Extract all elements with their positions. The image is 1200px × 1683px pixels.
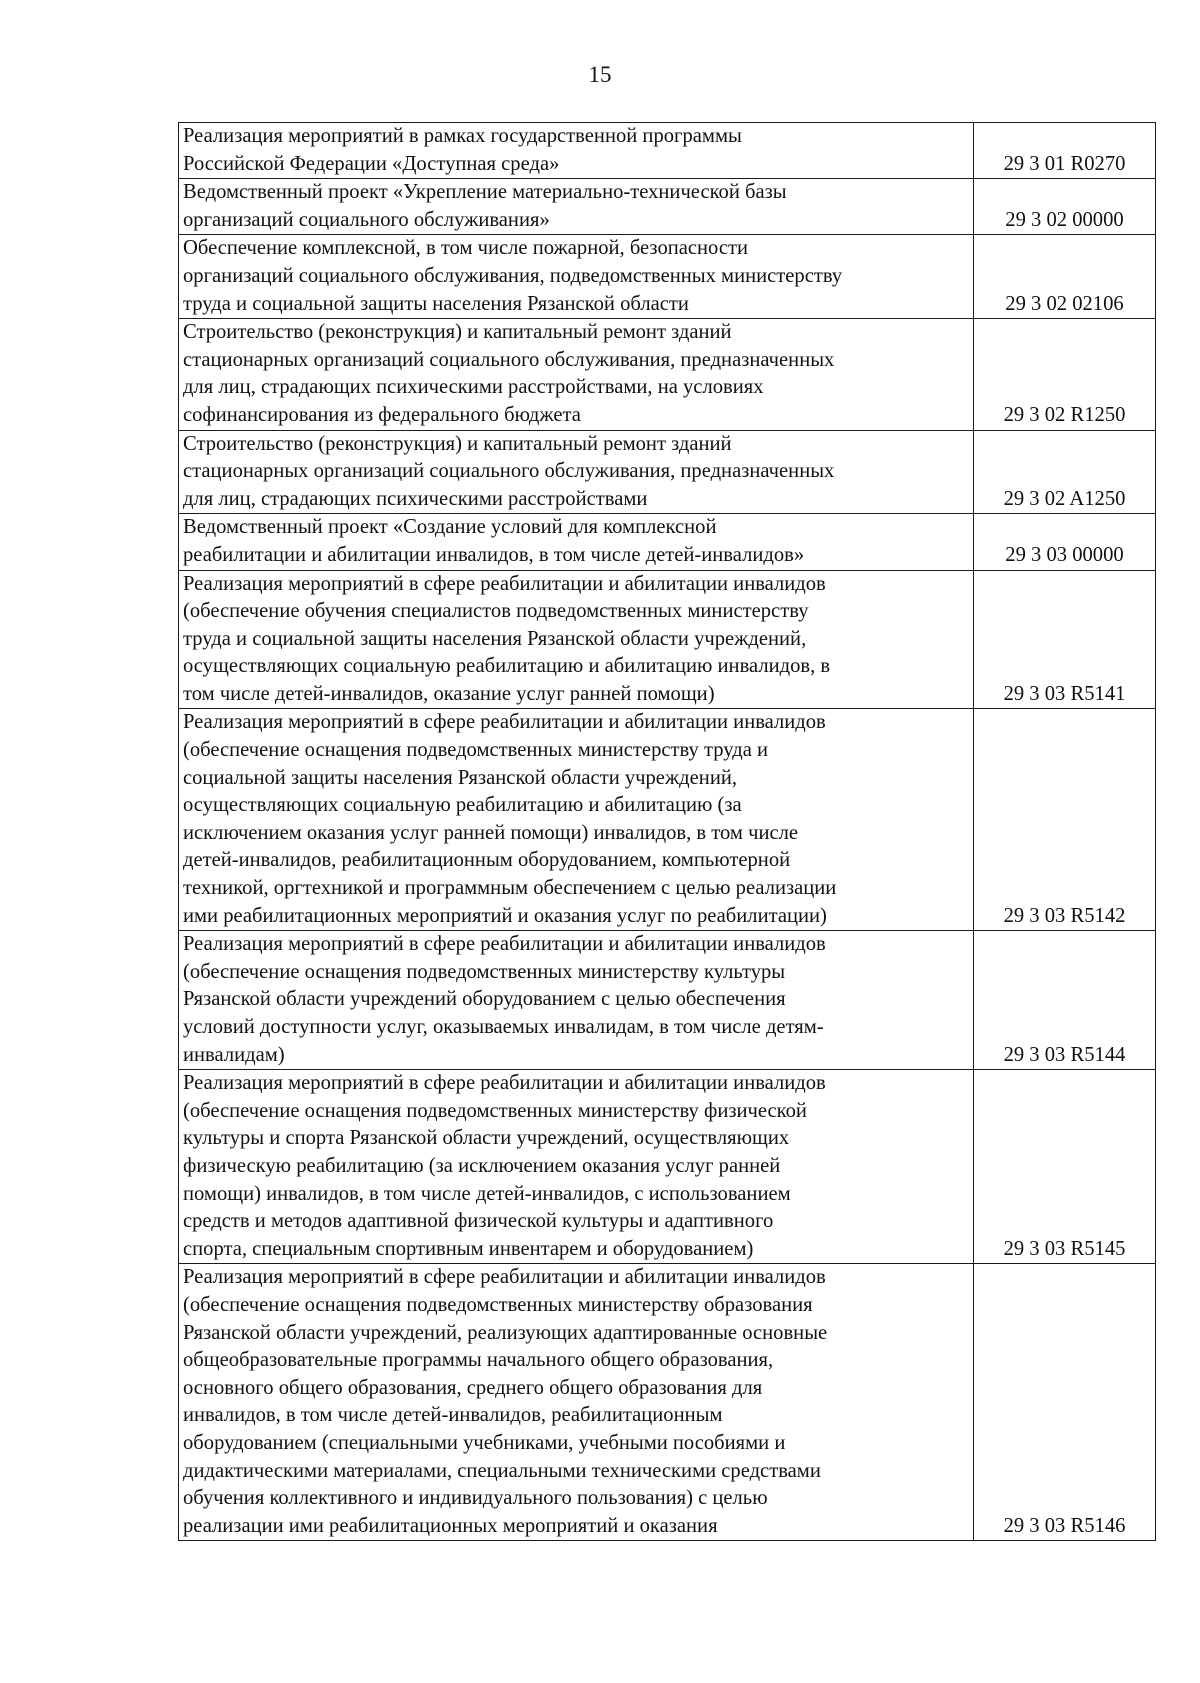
table-row [179,430,1156,514]
row-description: Реализация мероприятий в сфере реабилитации и абилитации инвалидов (обеспечение обучения специалистов подведомственных министерству труда и социальной защиты населения Рязанской области учреждений, осуществляющих социальную реабилитацию и абилитацию инвалидов, в том числе детей-инвалидов, оказание услуг ранней помощи) [179,570,974,709]
table-row [179,235,1156,319]
row-code: 29 3 03 R5144 [974,931,1156,1070]
row-description: Реализация мероприятий в сфере реабилитации и абилитации инвалидов (обеспечение оснащения подведомственных министерству физической культуры и спорта Рязанской области учреждений, осуществляющих физическую реабилитацию (за исключением оказания услуг ранней помощи) инвалидов, в том числе детей-инвалидов, с использованием средств и методов адаптивной физической культуры и адаптивного спорта, специальным спортивным инвентарем и оборудованием) [179,1070,974,1264]
row-description: Реализация мероприятий в сфере реабилитации и абилитации инвалидов (обеспечение оснащения подведомственных министерству образования Рязанской области учреждений, реализующих адаптированные основные общеобразовательные программы начального общего образования, основного общего образования, среднего общего образования для инвалидов, в том числе детей-инвалидов, реабилитационным оборудованием (специальными учебниками, учебными пособиями и дидактическими материалами, специальными техническими средствами обучения коллективного и индивидуального пользования) с целью реализации ими реабилитационных мероприятий и оказания [179,1264,974,1541]
table-row [179,123,1156,179]
budget-classification-table [178,122,1156,1541]
table-row [179,931,1156,1070]
row-code: 29 3 03 R5141 [974,570,1156,709]
row-description: Строительство (реконструкция) и капитальный ремонт зданий стационарных организаций социального обслуживания, предназначенных для лиц, страдающих психическими расстройствами [179,430,974,514]
table-row [179,709,1156,931]
table-row [179,570,1156,709]
table-row [179,1070,1156,1264]
row-description: Обеспечение комплексной, в том числе пожарной, безопасности организаций социального обслуживания, подведомственных министерству труда и социальной защиты населения Рязанской области [179,235,974,319]
row-code: 29 3 02 R1250 [974,319,1156,430]
row-code: 29 3 01 R0270 [974,123,1156,179]
row-code: 29 3 03 R5145 [974,1070,1156,1264]
row-code: 29 3 02 02106 [974,235,1156,319]
table-row [179,514,1156,570]
row-description: Ведомственный проект «Укрепление материально-технической базы организаций социального обслуживания» [179,179,974,235]
row-description: Реализация мероприятий в сфере реабилитации и абилитации инвалидов (обеспечение оснащения подведомственных министерству культуры Рязанской области учреждений оборудованием с целью обеспечения условий доступности услуг, оказываемых инвалидам, в том числе детям- инвалидам) [179,931,974,1070]
row-code: 29 3 03 00000 [974,514,1156,570]
row-code: 29 3 03 R5142 [974,709,1156,931]
row-code: 29 3 02 00000 [974,179,1156,235]
row-description: Строительство (реконструкция) и капитальный ремонт зданий стационарных организаций социального обслуживания, предназначенных для лиц, страдающих психическими расстройствами, на условиях софинансирования из федерального бюджета [179,319,974,430]
page-number: 15 [588,62,612,87]
row-description: Реализация мероприятий в рамках государственной программы Российской Федерации «Доступная среда» [179,123,974,179]
table-row [179,1264,1156,1541]
row-description: Реализация мероприятий в сфере реабилитации и абилитации инвалидов (обеспечение оснащения подведомственных министерству труда и социальной защиты населения Рязанской области учреждений, осуществляющих социальную реабилитацию и абилитацию (за исключением оказания услуг ранней помощи) инвалидов, в том числе детей-инвалидов, реабилитационным оборудованием, компьютерной техникой, оргтехникой и программным обеспечением с целью реализации ими реабилитационных мероприятий и оказания услуг по реабилитации) [179,709,974,931]
row-code: 29 3 03 R5146 [974,1264,1156,1541]
row-code: 29 3 02 A1250 [974,430,1156,514]
table-row [179,319,1156,430]
row-description: Ведомственный проект «Создание условий для комплексной реабилитации и абилитации инвалидов, в том числе детей-инвалидов» [179,514,974,570]
table-row [179,179,1156,235]
